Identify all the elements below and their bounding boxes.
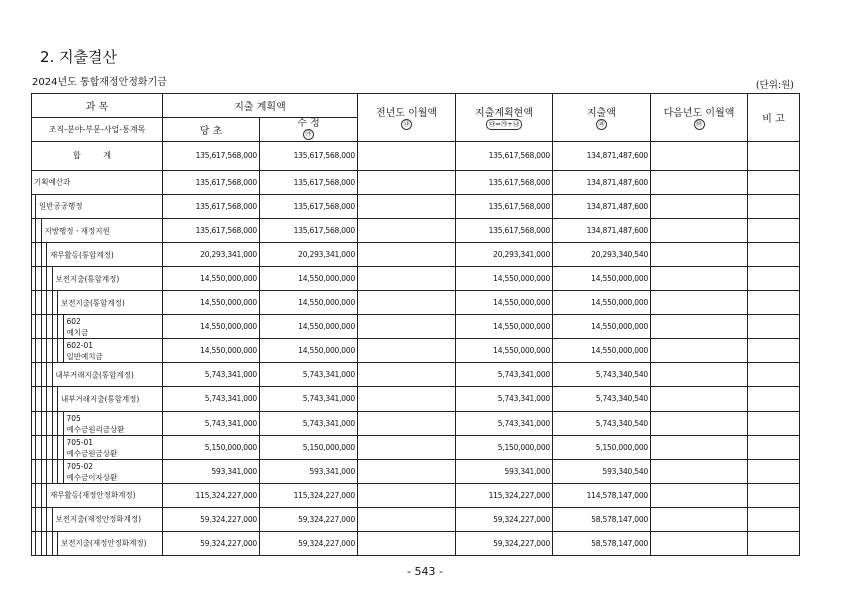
hierarchy-line — [35, 508, 36, 532]
account-name: 보전지출(재정안정화계정) — [55, 514, 142, 524]
hierarchy-line — [46, 363, 47, 387]
cell-note — [748, 315, 800, 339]
cell-next — [651, 531, 748, 555]
hierarchy-line — [41, 436, 42, 460]
cell-initial: 135,617,568,000 — [163, 219, 260, 243]
account-code: 602-01 — [66, 341, 94, 351]
cell-spent: 593,340,540 — [553, 459, 651, 483]
hierarchy-line — [46, 291, 47, 315]
cell-initial: 135,617,568,000 — [163, 170, 260, 194]
cell-note — [748, 435, 800, 459]
cell-revised: 593,341,000 — [260, 459, 358, 483]
hierarchy-line — [63, 339, 64, 363]
account-cell — [32, 339, 163, 363]
cell-spent: 14,550,000,000 — [553, 291, 651, 315]
cell-current: 593,341,000 — [456, 459, 553, 483]
account-cell — [32, 243, 163, 267]
table-row — [32, 267, 800, 291]
cell-initial: 115,324,227,000 — [163, 483, 260, 507]
hierarchy-line — [41, 484, 42, 508]
hierarchy-line — [63, 412, 64, 436]
header-plan-current: 지출계획현액 ㉰=㉮+㉯ — [456, 94, 553, 142]
table-row — [32, 363, 800, 387]
cell-revised: 14,550,000,000 — [260, 291, 358, 315]
cell-current: 5,743,341,000 — [456, 411, 553, 435]
cell-current: 14,550,000,000 — [456, 267, 553, 291]
account-code: 705-02 — [66, 461, 94, 471]
cell-initial: 5,743,341,000 — [163, 411, 260, 435]
cell-note — [748, 483, 800, 507]
table-row — [32, 411, 800, 435]
cell-spent: 20,293,340,540 — [553, 243, 651, 267]
cell-initial: 14,550,000,000 — [163, 339, 260, 363]
account-name: 예수금원금상환 — [66, 448, 118, 458]
hierarchy-line — [46, 484, 47, 508]
cell-initial: 14,550,000,000 — [163, 291, 260, 315]
hierarchy-line — [52, 508, 53, 532]
cell-spent: 5,743,340,540 — [553, 411, 651, 435]
cell-note — [748, 531, 800, 555]
cell-note — [748, 411, 800, 435]
cell-next — [651, 243, 748, 267]
account-name: 예수금이자상환 — [66, 472, 118, 482]
cell-initial: 5,150,000,000 — [163, 435, 260, 459]
header-carryover-next: 다음년도 이월액 ㉲ — [651, 94, 748, 142]
hierarchy-line — [46, 267, 47, 291]
hierarchy-line — [57, 532, 58, 556]
hierarchy-line — [52, 387, 53, 411]
hierarchy-line — [35, 460, 36, 484]
cell-note — [748, 363, 800, 387]
cell-prev — [358, 142, 456, 171]
cell-next — [651, 459, 748, 483]
hierarchy-line — [57, 436, 58, 460]
hierarchy-line — [46, 436, 47, 460]
cell-revised: 14,550,000,000 — [260, 267, 358, 291]
hierarchy-line — [35, 291, 36, 315]
cell-current: 14,550,000,000 — [456, 291, 553, 315]
hierarchy-line — [35, 315, 36, 339]
header-carryover-prev: 전년도 이월액 ㉯ — [358, 94, 456, 142]
cell-spent: 14,550,000,000 — [553, 315, 651, 339]
hierarchy-line — [35, 363, 36, 387]
cell-next — [651, 315, 748, 339]
account-name: 재무활동(재정안정화계정) — [50, 490, 136, 500]
cell-revised: 115,324,227,000 — [260, 483, 358, 507]
unit-label: (단위:원) — [755, 80, 794, 91]
cell-prev — [358, 267, 456, 291]
account-cell — [32, 459, 163, 483]
cell-note — [748, 339, 800, 363]
cell-current: 135,617,568,000 — [456, 219, 553, 243]
hierarchy-line — [35, 412, 36, 436]
cell-note — [748, 291, 800, 315]
hierarchy-line — [41, 460, 42, 484]
account-code: 705-01 — [66, 437, 94, 447]
cell-prev — [358, 291, 456, 315]
account-cell — [32, 531, 163, 555]
hierarchy-line — [57, 315, 58, 339]
cell-spent: 5,150,000,000 — [553, 435, 651, 459]
account-name: 지방행정ㆍ재정지원 — [44, 226, 110, 236]
hierarchy-line — [41, 339, 42, 363]
cell-prev — [358, 339, 456, 363]
cell-next — [651, 435, 748, 459]
cell-note — [748, 507, 800, 531]
cell-next — [651, 339, 748, 363]
cell-next — [651, 387, 748, 411]
hierarchy-line — [35, 436, 36, 460]
cell-spent: 5,743,340,540 — [553, 387, 651, 411]
hierarchy-line — [35, 532, 36, 556]
table-row — [32, 142, 800, 171]
cell-note — [748, 267, 800, 291]
cell-current: 115,324,227,000 — [456, 483, 553, 507]
cell-spent: 58,578,147,000 — [553, 531, 651, 555]
account-name: 보전지출(통합계정) — [61, 298, 125, 308]
cell-revised: 59,324,227,000 — [260, 507, 358, 531]
cell-prev — [358, 435, 456, 459]
hierarchy-line — [52, 291, 53, 315]
account-cell — [32, 219, 163, 243]
cell-prev — [358, 363, 456, 387]
cell-revised: 20,293,341,000 — [260, 243, 358, 267]
cell-next — [651, 219, 748, 243]
account-name: 내부거래지출(통합계정) — [61, 394, 140, 404]
cell-prev — [358, 459, 456, 483]
cell-initial: 5,743,341,000 — [163, 387, 260, 411]
hierarchy-line — [46, 460, 47, 484]
hierarchy-line — [41, 532, 42, 556]
cell-spent: 134,871,487,600 — [553, 219, 651, 243]
header-remarks: 비 고 — [748, 94, 800, 142]
mark-ra: ㉱ — [596, 119, 607, 130]
hierarchy-line — [63, 315, 64, 339]
cell-current: 14,550,000,000 — [456, 339, 553, 363]
cell-spent: 5,743,340,540 — [553, 363, 651, 387]
hierarchy-line — [41, 387, 42, 411]
cell-current: 135,617,568,000 — [456, 170, 553, 194]
cell-prev — [358, 315, 456, 339]
cell-revised: 135,617,568,000 — [260, 170, 358, 194]
hierarchy-line — [41, 508, 42, 532]
cell-spent: 134,871,487,600 — [553, 194, 651, 218]
account-name: 예수금원리금상환 — [66, 424, 125, 434]
hierarchy-line — [41, 363, 42, 387]
cell-initial: 135,617,568,000 — [163, 194, 260, 218]
account-cell — [32, 507, 163, 531]
hierarchy-line — [52, 267, 53, 291]
cell-prev — [358, 411, 456, 435]
hierarchy-line — [35, 484, 36, 508]
cell-current: 135,617,568,000 — [456, 194, 553, 218]
cell-initial: 5,743,341,000 — [163, 363, 260, 387]
table-row — [32, 483, 800, 507]
hierarchy-line — [63, 460, 64, 484]
cell-current: 5,743,341,000 — [456, 387, 553, 411]
account-cell — [32, 267, 163, 291]
account-cell — [32, 363, 163, 387]
cell-next — [651, 194, 748, 218]
account-cell — [32, 142, 163, 171]
hierarchy-line — [57, 387, 58, 411]
cell-initial: 59,324,227,000 — [163, 531, 260, 555]
header-subject-sub: 조직-분야-부문-사업-통계목 — [32, 118, 163, 142]
hierarchy-line — [41, 412, 42, 436]
fund-name: 2024년도 통합재정안정화기금 — [32, 77, 167, 88]
table-row — [32, 170, 800, 194]
header-subject: 과 목 — [32, 94, 163, 118]
hierarchy-line — [41, 219, 42, 243]
cell-note — [748, 142, 800, 171]
cell-note — [748, 387, 800, 411]
cell-next — [651, 483, 748, 507]
hierarchy-line — [35, 219, 36, 243]
table-row — [32, 194, 800, 218]
account-cell — [32, 194, 163, 218]
table-row — [32, 435, 800, 459]
cell-revised: 5,743,341,000 — [260, 411, 358, 435]
account-cell — [32, 315, 163, 339]
section-title: 2. 지출결산 — [40, 48, 118, 66]
cell-spent: 134,871,487,600 — [553, 142, 651, 171]
hierarchy-line — [46, 243, 47, 267]
cell-spent: 114,578,147,000 — [553, 483, 651, 507]
hierarchy-line — [46, 508, 47, 532]
cell-current: 59,324,227,000 — [456, 531, 553, 555]
header-expenditure: 지출액 ㉱ — [553, 94, 651, 142]
cell-initial: 593,341,000 — [163, 459, 260, 483]
cell-revised: 59,324,227,000 — [260, 531, 358, 555]
table-row — [32, 315, 800, 339]
table-row — [32, 243, 800, 267]
hierarchy-line — [52, 532, 53, 556]
header-initial: 당 초 — [163, 118, 260, 142]
cell-prev — [358, 483, 456, 507]
account-cell — [32, 387, 163, 411]
hierarchy-line — [46, 339, 47, 363]
hierarchy-line — [52, 339, 53, 363]
cell-initial: 14,550,000,000 — [163, 267, 260, 291]
hierarchy-line — [35, 339, 36, 363]
cell-revised: 5,743,341,000 — [260, 363, 358, 387]
cell-note — [748, 459, 800, 483]
hierarchy-line — [52, 436, 53, 460]
total-label: 합 계 — [73, 151, 121, 161]
hierarchy-line — [46, 412, 47, 436]
hierarchy-line — [52, 460, 53, 484]
hierarchy-line — [41, 291, 42, 315]
cell-revised: 135,617,568,000 — [260, 194, 358, 218]
expenditure-table — [31, 93, 800, 556]
cell-prev — [358, 387, 456, 411]
cell-initial: 59,324,227,000 — [163, 507, 260, 531]
cell-next — [651, 291, 748, 315]
account-cell — [32, 170, 163, 194]
cell-prev — [358, 531, 456, 555]
cell-current: 5,150,000,000 — [456, 435, 553, 459]
cell-prev — [358, 219, 456, 243]
cell-note — [748, 243, 800, 267]
table-row — [32, 507, 800, 531]
cell-spent: 134,871,487,600 — [553, 170, 651, 194]
account-name: 보전지출(재정안정화계정) — [61, 538, 147, 548]
hierarchy-line — [57, 291, 58, 315]
mark-formula: ㉰=㉮+㉯ — [486, 119, 522, 130]
mark-ma: ㉲ — [694, 119, 705, 130]
hierarchy-line — [57, 339, 58, 363]
hierarchy-line — [35, 267, 36, 291]
account-name: 기획예산과 — [34, 177, 71, 187]
cell-spent: 58,578,147,000 — [553, 507, 651, 531]
hierarchy-line — [52, 315, 53, 339]
table-row — [32, 219, 800, 243]
cell-current: 20,293,341,000 — [456, 243, 553, 267]
table-row — [32, 531, 800, 555]
hierarchy-line — [35, 387, 36, 411]
cell-next — [651, 507, 748, 531]
cell-note — [748, 170, 800, 194]
header-plan: 지출 계획액 — [163, 94, 358, 118]
account-code: 602 — [66, 317, 81, 327]
hierarchy-line — [52, 412, 53, 436]
cell-prev — [358, 194, 456, 218]
hierarchy-line — [41, 315, 42, 339]
account-name: 일반공공행정 — [39, 201, 83, 211]
cell-next — [651, 411, 748, 435]
page-number: - 543 - — [407, 565, 443, 578]
hierarchy-line — [52, 363, 53, 387]
hierarchy-line — [57, 460, 58, 484]
cell-prev — [358, 170, 456, 194]
hierarchy-line — [35, 195, 36, 219]
hierarchy-line — [41, 267, 42, 291]
account-cell — [32, 483, 163, 507]
header-revised: 수 정 ㉮ — [260, 118, 358, 142]
table-row — [32, 291, 800, 315]
hierarchy-line — [46, 387, 47, 411]
cell-next — [651, 363, 748, 387]
table-row — [32, 339, 800, 363]
hierarchy-line — [63, 436, 64, 460]
table-row — [32, 387, 800, 411]
cell-spent: 14,550,000,000 — [553, 267, 651, 291]
cell-spent: 14,550,000,000 — [553, 339, 651, 363]
cell-current: 14,550,000,000 — [456, 315, 553, 339]
account-cell — [32, 435, 163, 459]
cell-note — [748, 194, 800, 218]
cell-initial: 14,550,000,000 — [163, 315, 260, 339]
cell-revised: 14,550,000,000 — [260, 315, 358, 339]
account-cell — [32, 411, 163, 435]
cell-next — [651, 142, 748, 171]
cell-next — [651, 267, 748, 291]
cell-revised: 135,617,568,000 — [260, 142, 358, 171]
cell-current: 5,743,341,000 — [456, 363, 553, 387]
cell-next — [651, 170, 748, 194]
cell-revised: 14,550,000,000 — [260, 339, 358, 363]
mark-na: ㉯ — [401, 119, 412, 130]
account-name: 일반예치금 — [66, 352, 103, 362]
account-name: 내부거래지출(통합계정) — [55, 370, 134, 380]
cell-prev — [358, 243, 456, 267]
hierarchy-line — [46, 532, 47, 556]
cell-prev — [358, 507, 456, 531]
account-cell — [32, 291, 163, 315]
hierarchy-line — [35, 243, 36, 267]
hierarchy-line — [57, 412, 58, 436]
cell-revised: 5,150,000,000 — [260, 435, 358, 459]
cell-current: 59,324,227,000 — [456, 507, 553, 531]
account-name: 보전지출(통합계정) — [55, 274, 120, 284]
table-row — [32, 459, 800, 483]
account-name: 예치금 — [66, 328, 89, 338]
cell-current: 135,617,568,000 — [456, 142, 553, 171]
cell-initial: 135,617,568,000 — [163, 142, 260, 171]
mark-ga: ㉮ — [303, 129, 314, 140]
cell-revised: 5,743,341,000 — [260, 387, 358, 411]
hierarchy-line — [41, 243, 42, 267]
cell-revised: 135,617,568,000 — [260, 219, 358, 243]
cell-note — [748, 219, 800, 243]
cell-initial: 20,293,341,000 — [163, 243, 260, 267]
account-name: 재무활동(통합계정) — [50, 250, 114, 260]
hierarchy-line — [46, 315, 47, 339]
account-code: 705 — [66, 413, 81, 423]
